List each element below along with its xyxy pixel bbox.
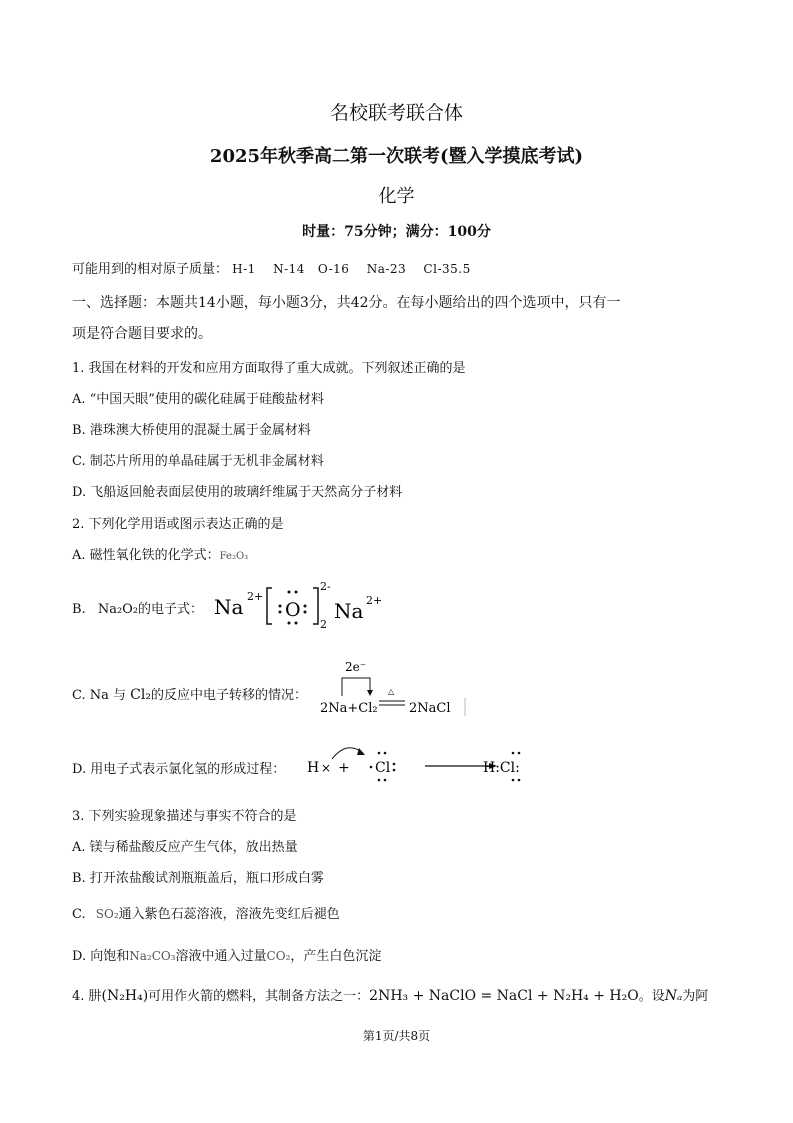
q2-dot <box>288 622 291 625</box>
q2-hcl-formation-diagram <box>305 738 565 788</box>
q2-option-d: D. 用电子式表示氯化氢的形成过程： <box>72 762 286 777</box>
q2-products: 2NaCl <box>409 701 451 716</box>
atomic-masses-values: H-1 N-14 O-16 Na-23 Cl-35.5 <box>232 262 471 276</box>
q4-stem-b: 可用作火箭的燃料，其制备方法之一： <box>148 989 370 1004</box>
q2-option-a <box>72 544 248 563</box>
q2-option-c-text-b: 的反应中电子转移的情况： <box>150 688 307 703</box>
q2-chlorine: Cl <box>375 760 391 776</box>
q3-option-d <box>72 945 381 964</box>
q2-oxide-charge: 2- <box>320 580 331 593</box>
q2-plus: + <box>338 760 350 776</box>
q2-dot <box>304 605 307 608</box>
q2-option-a-formula: Fe₂O₃ <box>219 551 249 562</box>
q2-x-electron: × <box>321 761 332 775</box>
q2-dot <box>518 779 521 782</box>
q2-dot <box>279 605 282 608</box>
q2-bracket-right <box>313 588 318 624</box>
q2-option-b-prefix: B. <box>72 602 86 617</box>
q3-option-c <box>72 903 340 922</box>
q2-option-b-text: 的电子式： <box>138 602 204 617</box>
q2-curved-arrow-head <box>357 748 365 755</box>
q2-hydrogen: H <box>307 760 320 776</box>
q2-dot <box>295 591 298 594</box>
q3-option-d-suffix: ，产生白色沉淀 <box>290 949 382 964</box>
q3-option-b: B. 打开浓盐酸试剂瓶瓶盖后，瓶口形成白雾 <box>72 871 324 886</box>
atomic-masses-label: 可能用到的相对原子质量： <box>72 262 229 277</box>
q3-option-d-prefix: D. 向饱和 <box>72 949 130 964</box>
q4-stem <box>72 985 708 1004</box>
q2-option-a-text: A. 磁性氧化铁的化学式： <box>72 548 220 563</box>
q4-equation: 2NH₃ + NaClO = NaCl + N₂H₄ + H₂O <box>369 988 639 1004</box>
q1-option-c: C. 制芯片所用的单晶硅属于无机非金属材料 <box>72 454 324 469</box>
q2-hcl-product: H:Cl: <box>483 760 520 776</box>
q2-dot <box>384 752 387 755</box>
q3-option-c-text: 通入紫色石蕊溶液，溶液先变红后褪色 <box>118 907 340 922</box>
q2-option-b-formula: Na₂O₂ <box>97 602 139 617</box>
q2-oxygen: O <box>285 599 301 621</box>
q3-option-c-formula: SO₂ <box>95 907 119 921</box>
subject-title: 化学 <box>378 186 415 207</box>
q2-electron-label: 2e⁻ <box>345 660 367 674</box>
q2-option-c-text-a: C. Na 与 <box>72 688 127 703</box>
q2-electron-dot-diagram <box>210 576 400 636</box>
q2-arrow-head <box>367 690 373 696</box>
q2-transfer-arrow <box>342 678 370 696</box>
q2-heat-symbol: △ <box>388 687 395 696</box>
q4-stem-d: 为阿 <box>682 989 709 1004</box>
q1-stem: 1. 我国在材料的开发和应用方面取得了重大成就。下列叙述正确的是 <box>72 361 466 376</box>
q3-option-d-formula1: Na₂CO₃ <box>129 949 176 963</box>
q2-subscript: 2 <box>320 618 327 631</box>
q2-dot <box>378 779 381 782</box>
q2-dot <box>288 591 291 594</box>
q2-option-c-cl2: Cl₂ <box>130 687 151 703</box>
q2-dot <box>295 622 298 625</box>
q1-option-d: D. 飞船返回舱表面层使用的玻璃纤维属于天然高分子材料 <box>72 485 403 500</box>
q2-dot <box>279 611 282 614</box>
page-footer: 第1页/共8页 <box>362 1029 431 1043</box>
q2-dot <box>393 763 396 766</box>
q4-stem-c: 。设 <box>638 989 665 1004</box>
q2-dot <box>378 752 381 755</box>
q4-na-symbol: Nₐ <box>664 988 683 1004</box>
q2-na-right-charge: 2+ <box>366 594 383 607</box>
q1-option-b: B. 港珠澳大桥使用的混凝土属于金属材料 <box>72 423 311 438</box>
q3-option-d-formula2: CO₂ <box>266 949 291 963</box>
q2-option-c <box>72 684 307 703</box>
q2-dot <box>512 779 515 782</box>
section-intro-line1: 一、选择题：本题共14小题，每小题3分，共42分。在每小题给出的四个选项中，只有一 <box>72 295 621 311</box>
q4-stem-a: 4. 肼 <box>72 989 102 1004</box>
q3-option-a: A. 镁与稀盐酸反应产生气体，放出热量 <box>72 840 298 855</box>
q2-na-left: Na <box>214 595 244 619</box>
q2-stem: 2. 下列化学用语或图示表达正确的是 <box>72 517 284 532</box>
q2-na-right: Na <box>334 599 364 623</box>
q2-dot <box>393 769 396 772</box>
q3-stem: 3. 下列实验现象描述与事实不符合的是 <box>72 809 297 824</box>
q3-option-d-mid: 溶液中通入过量 <box>175 949 267 964</box>
q4-formula: (N₂H₄) <box>101 988 149 1004</box>
q2-bracket-left <box>267 588 272 624</box>
time-score-info: 时量：75分钟；满分：100分 <box>302 224 491 240</box>
q2-reactants: 2Na+Cl₂ <box>320 701 378 716</box>
atomic-masses-line <box>72 258 471 277</box>
section-intro-line2: 项是符合题目要求的。 <box>72 326 212 342</box>
q2-dot <box>370 766 373 769</box>
q2-dot <box>512 752 515 755</box>
q2-dot <box>384 779 387 782</box>
q3-option-c-prefix: C. <box>72 907 86 922</box>
q2-electron-transfer-diagram <box>315 658 475 720</box>
q1-option-a: A. “中国天眼”使用的碳化硅属于硅酸盐材料 <box>72 392 324 407</box>
q2-dot <box>304 611 307 614</box>
q2-na-left-charge: 2+ <box>247 590 264 603</box>
q2-option-b-label <box>72 598 203 617</box>
school-union-title: 名校联考联合体 <box>329 102 463 124</box>
q2-dot <box>518 752 521 755</box>
exam-title: 2025年秋季高二第一次联考(暨入学摸底考试) <box>209 146 584 167</box>
